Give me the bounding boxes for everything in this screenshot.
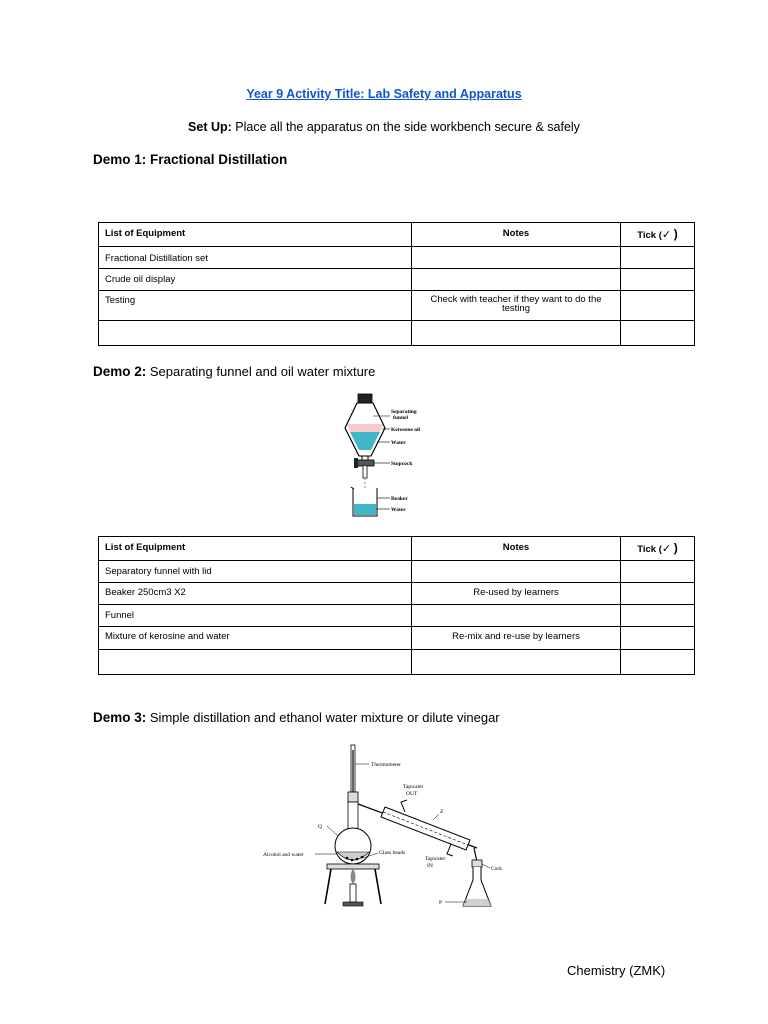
- label-beaker-water: Water: [391, 507, 406, 513]
- funnel-stopper: [358, 394, 372, 403]
- table-row: [99, 605, 695, 627]
- equipment-cell: Separatory funnel with lid: [99, 561, 412, 583]
- tapwater-out-pipe: [401, 800, 407, 812]
- equipment-cell: Crude oil display: [99, 269, 412, 291]
- label-thermometer: Thermometer: [371, 762, 401, 768]
- label-z: Z: [440, 809, 444, 815]
- equipment-cell: Funnel: [99, 605, 412, 627]
- notes-cell: [412, 561, 621, 583]
- bung: [348, 792, 358, 802]
- notes-cell: Re-mix and re-use by learners: [412, 627, 621, 650]
- tick-cell[interactable]: [621, 627, 695, 650]
- label-q: Q: [318, 824, 322, 830]
- label-separating: Separating: [391, 409, 417, 415]
- equipment-cell: Fractional Distillation set: [99, 247, 412, 269]
- checkmark-icon: ✓: [661, 543, 672, 555]
- notes-cell: [412, 605, 621, 627]
- label-stopcock: Stopcock: [391, 461, 413, 467]
- page-title: Year 9 Activity Title: Lab Safety and Apparatus: [246, 87, 522, 101]
- col-header-tick: [621, 537, 695, 561]
- setup-instruction: [0, 120, 768, 134]
- col-header-notes: Notes: [412, 537, 621, 561]
- demo3-heading: [93, 710, 500, 725]
- tick-cell[interactable]: [621, 561, 695, 583]
- stopcock: [356, 460, 374, 466]
- label-beaker: Beaker: [391, 496, 408, 502]
- table-row: [99, 321, 695, 346]
- tick-cell[interactable]: [621, 247, 695, 269]
- equipment-cell: Beaker 250cm3 X2: [99, 583, 412, 605]
- stopcock-handle: [354, 458, 358, 468]
- tick-close-paren: ): [673, 541, 678, 555]
- label-in: IN: [427, 863, 433, 869]
- notes-cell: [412, 321, 621, 346]
- col-header-equipment: List of Equipment: [99, 537, 412, 561]
- burner-base: [343, 902, 363, 906]
- simple-distillation-diagram: [255, 740, 515, 912]
- table-row: [99, 583, 695, 605]
- label-cork: Cork: [491, 866, 502, 872]
- funnel-stem: [363, 466, 367, 478]
- label-funnel: funnel: [393, 415, 408, 421]
- tick-cell[interactable]: [621, 269, 695, 291]
- demo2-text: Separating funnel and oil water mixture: [149, 364, 376, 379]
- notes-cell: [412, 247, 621, 269]
- demo3-text: Simple distillation and ethanol water mixture or dilute vinegar: [149, 710, 500, 725]
- demo2-equipment-table: [98, 536, 695, 675]
- demo1-heading: Demo 1: Fractional Distillation: [93, 152, 288, 167]
- table-row: [99, 627, 695, 650]
- notes-cell: [412, 269, 621, 291]
- table-row: [99, 291, 695, 321]
- demo1-equipment-table: [98, 222, 695, 346]
- tick-cell[interactable]: [621, 583, 695, 605]
- setup-text: Place all the apparatus on the side workbench secure & safely: [235, 120, 580, 134]
- footer-subject: Chemistry (ZMK): [567, 963, 666, 978]
- separating-funnel-diagram: [340, 392, 430, 520]
- kerosene-layer: [347, 424, 383, 432]
- demo2-heading: [93, 364, 375, 379]
- notes-cell: Check with teacher if they want to do the testing: [412, 291, 621, 321]
- label-out: OUT: [406, 791, 418, 797]
- label-glass-beads: Glass beads: [379, 850, 406, 856]
- label-p: P: [439, 900, 443, 906]
- demo3-label: Demo 3:: [93, 710, 147, 725]
- table-row: [99, 650, 695, 675]
- cork: [472, 860, 482, 867]
- demo2-label: Demo 2:: [93, 364, 147, 379]
- beaker-water: [354, 504, 376, 515]
- tick-label: Tick (: [637, 230, 662, 241]
- table-row: [99, 247, 695, 269]
- label-water: Water: [391, 440, 406, 446]
- bunsen-burner: [350, 884, 356, 902]
- tick-cell[interactable]: [621, 291, 695, 321]
- tick-cell[interactable]: [621, 605, 695, 627]
- equipment-cell: [99, 650, 412, 675]
- col-header-tick: [621, 223, 695, 247]
- tick-cell[interactable]: [621, 321, 695, 346]
- label-kerosene: Kerosene oil: [391, 427, 421, 433]
- setup-label: Set Up:: [188, 120, 232, 134]
- equipment-cell: [99, 321, 412, 346]
- col-header-notes: Notes: [412, 223, 621, 247]
- notes-cell: [412, 650, 621, 675]
- table-row: [99, 269, 695, 291]
- tapwater-in-pipe: [447, 844, 453, 856]
- label-alcohol-water: Alcohol and water: [263, 852, 304, 858]
- tick-label: Tick (: [637, 544, 662, 555]
- col-header-equipment: List of Equipment: [99, 223, 412, 247]
- equipment-cell: Testing: [99, 291, 412, 321]
- notes-cell: Re-used by learners: [412, 583, 621, 605]
- tick-close-paren: ): [673, 227, 678, 241]
- tick-cell[interactable]: [621, 650, 695, 675]
- equipment-cell: Mixture of kerosine and water: [99, 627, 412, 650]
- table-row: [99, 561, 695, 583]
- label-tapwater-in: Tapwater: [425, 856, 446, 862]
- label-tapwater-out: Tapwater: [403, 784, 424, 790]
- flame: [351, 868, 356, 884]
- checkmark-icon: ✓: [661, 229, 672, 241]
